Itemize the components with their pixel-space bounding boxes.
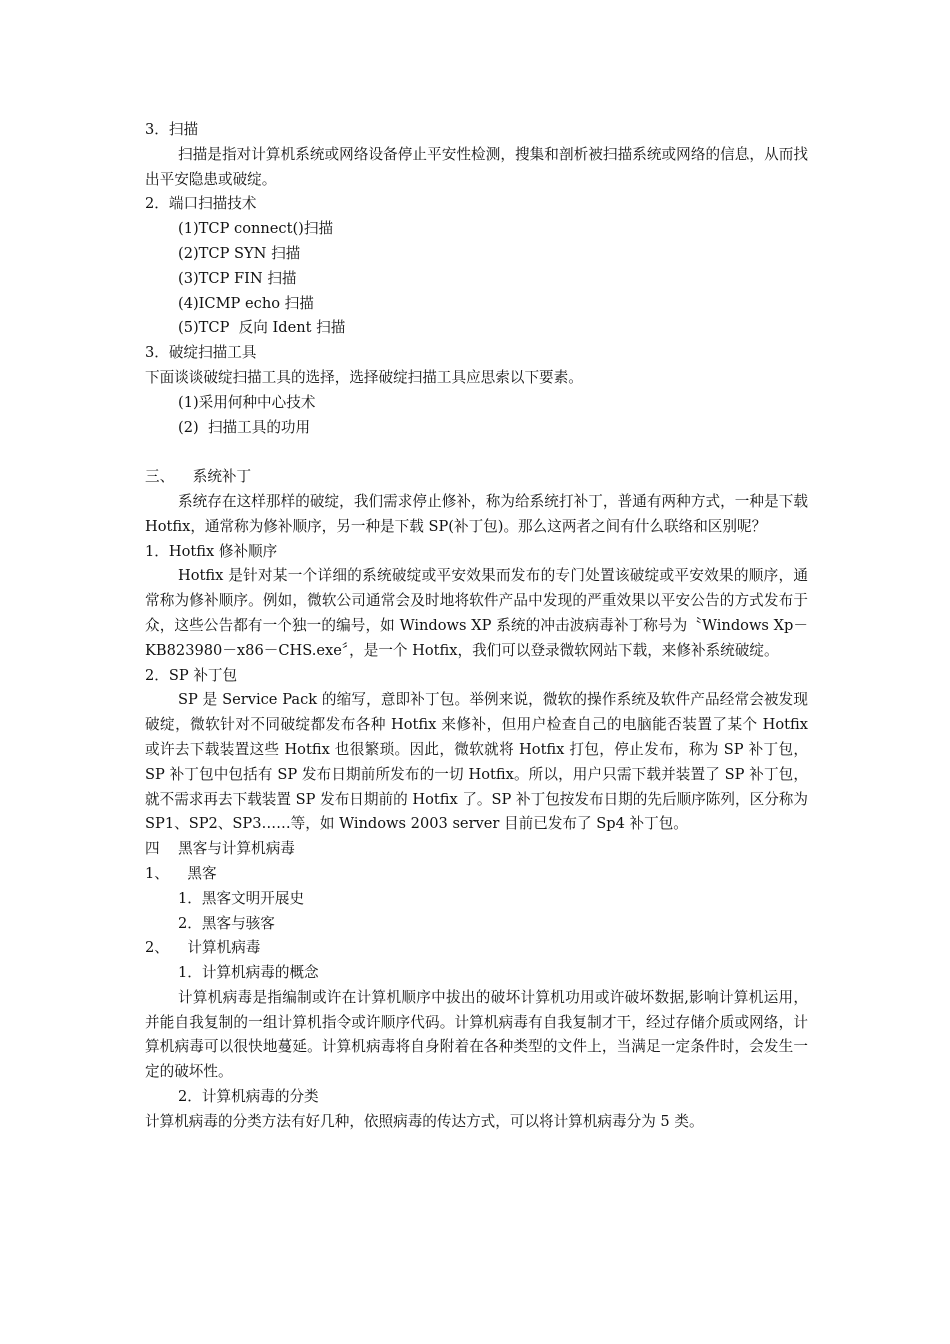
section-heading-hotfix: 1．Hotfix 修补顺序 (145, 542, 278, 560)
subheading-computer-virus: 2、 计算机病毒 (145, 939, 261, 957)
paragraph-system-patch: 系统存在这样那样的破绽，我们需求停止修补，称为给系统打补丁，普通有两种方式，一种是下载 Hotfix，通常称为修补顺序，另一种是下载 SP(补丁包)。那么这两者之间有什么联络和区别呢？ (145, 492, 808, 535)
list-item-vuln-tools-1: (1)采用何种中心技术 (178, 393, 316, 411)
list-item-virus-concept: 1．计算机病毒的概念 (178, 964, 319, 982)
list-item-port-scan-1: (1)TCP connect()扫描 (178, 220, 334, 238)
paragraph-scan-definition: 扫描是指对计算机系统或网络设备停止平安性检测，搜集和剖析被扫描系统或网络的信息，从而找出平安隐患或破绽。 (145, 145, 808, 188)
list-item-hackers-2: 2．黑客与骇客 (178, 914, 275, 932)
paragraph-hotfix: Hotfix 是针对某一个详细的系统破绽或平安效果而发布的专门处置该破绽或平安效果的顺序，通常称为修补顺序。例如，微软公司通常会及时地将软件产品中发现的严重效果以平安公告的方式发布于众，这些公告都有一个独一的编号，如 Windows XP 系统的冲击波病毒补丁称号为〝Windows Xp－KB823980－x86－CHS.exe〞，是一个 Hotfix，我们可以登录微软网站下载，来修补系统破绽。 (145, 567, 808, 659)
paragraph-service-pack: SP 是 Service Pack 的缩写，意即补丁包。举例来说，微软的操作系统及软件产品经常会被发现破绽，微软针对不同破绽都发布各种 Hotfix 来修补，但用户检查自己的电脑能否装置了某个 Hotfix 或许去下载装置这些 Hotfix 也很繁琐。因此，微软就将 Hotfix 打包，停止发布，称为 SP 补丁包， SP 补丁包中包括有 SP 发布日期前所发布的一切 Hotfix。所以，用户只需下载并装置了 SP 补丁包，就不需求再去下载装置 SP 发布日期前的 Hotfix 了。SP 补丁包按发布日期的先后顺序陈列，区分称为 SP1、SP2、SP3……等，如 Windows 2003 server 目前已发布了 Sp4 补丁包。 (145, 691, 808, 833)
section-heading-service-pack: 2．SP 补丁包 (145, 666, 238, 684)
paragraph-virus-definition: 计算机病毒是指编制或许在计算机顺序中拔出的破坏计算机功用或许破坏数据,影响计算机运用，并能自我复制的一组计算机指令或许顺序代码。计算机病毒有自我复制才干，经过存储介质或网络，计算机病毒可以很快地蔓延。计算机病毒将自身附着在各种类型的文件上，当满足一定条件时，会发生一定的破坏性。 (145, 988, 808, 1081)
paragraph-vuln-tools-intro: 下面谈谈破绽扫描工具的选择，选择破绽扫描工具应思索以下要素。 (145, 368, 583, 386)
paragraph-virus-classification-intro: 计算机病毒的分类方法有好几种，依照病毒的传达方式，可以将计算机病毒分为 5 类。 (145, 1112, 704, 1130)
section-heading-hackers-viruses: 四 黑客与计算机病毒 (145, 840, 295, 858)
subheading-hackers: 1、 黑客 (145, 864, 217, 882)
list-item-port-scan-4: (4)ICMP echo 扫描 (178, 294, 314, 312)
list-item-virus-classification: 2．计算机病毒的分类 (178, 1088, 319, 1106)
blank-line (145, 440, 808, 465)
section-heading-scan: 3．扫描 (145, 121, 199, 138)
section-heading-port-scan: 2．端口扫描技术 (145, 195, 257, 213)
list-item-port-scan-2: (2)TCP SYN 扫描 (178, 244, 301, 262)
list-item-hackers-1: 1．黑客文明开展史 (178, 889, 305, 907)
list-item-port-scan-5: (5)TCP 反向 Ident 扫描 (178, 319, 346, 337)
section-heading-system-patch: 三、 系统补丁 (145, 468, 252, 486)
document-page (145, 118, 808, 1135)
list-item-vuln-tools-2: (2) 扫描工具的功用 (178, 418, 311, 436)
list-item-port-scan-3: (3)TCP FIN 扫描 (178, 269, 297, 287)
section-heading-vuln-tools: 3．破绽扫描工具 (145, 344, 257, 362)
